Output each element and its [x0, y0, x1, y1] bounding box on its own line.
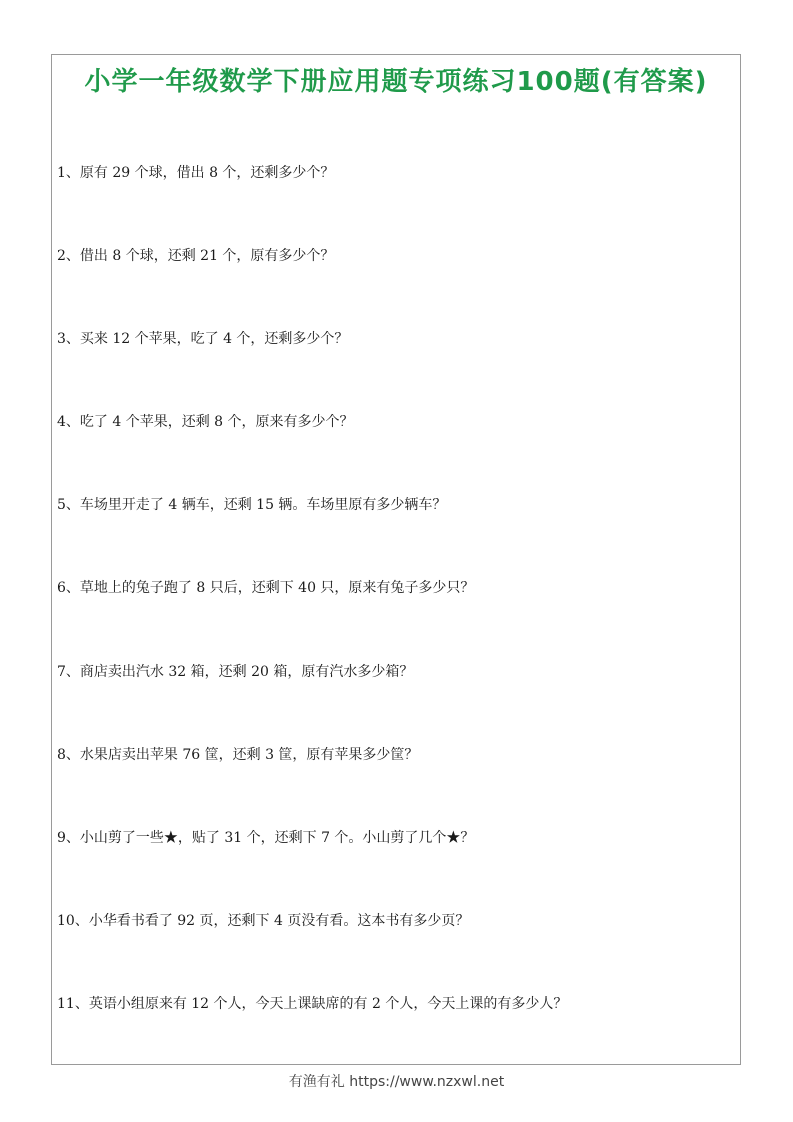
question-item: 8、水果店卖出苹果 76 筐，还剩 3 筐，原有苹果多少筐？: [57, 747, 419, 763]
question-item: 5、车场里开走了 4 辆车，还剩 15 辆。车场里原有多少辆车？: [57, 497, 447, 513]
document-page: [51, 54, 741, 1065]
question-item: 11、英语小组原来有 12 个人，今天上课缺席的有 2 个人，今天上课的有多少人？: [57, 996, 568, 1012]
document-title: 小学一年级数学下册应用题专项练习100题(有答案): [84, 67, 708, 97]
question-item: 6、草地上的兔子跑了 8 只后，还剩下 40 只，原来有兔子多少只？: [57, 580, 475, 596]
question-item: 1、原有 29 个球，借出 8 个，还剩多少个？: [57, 165, 335, 181]
question-item: 3、买来 12 个苹果，吃了 4 个，还剩多少个？: [57, 331, 349, 347]
question-item: 9、小山剪了一些★，贴了 31 个，还剩下 7 个。小山剪了几个★？: [57, 830, 475, 846]
question-item: 2、借出 8 个球，还剩 21 个，原有多少个？: [57, 248, 335, 264]
question-item: 4、吃了 4 个苹果，还剩 8 个，原来有多少个？: [57, 414, 354, 430]
question-item: 7、商店卖出汽水 32 箱，还剩 20 箱，原有汽水多少箱？: [57, 664, 414, 680]
question-item: 10、小华看书看了 92 页，还剩下 4 页没有看。这本书有多少页？: [57, 913, 470, 929]
footer-watermark: 有渔有礼 https://www.nzxwl.net: [288, 1074, 505, 1090]
